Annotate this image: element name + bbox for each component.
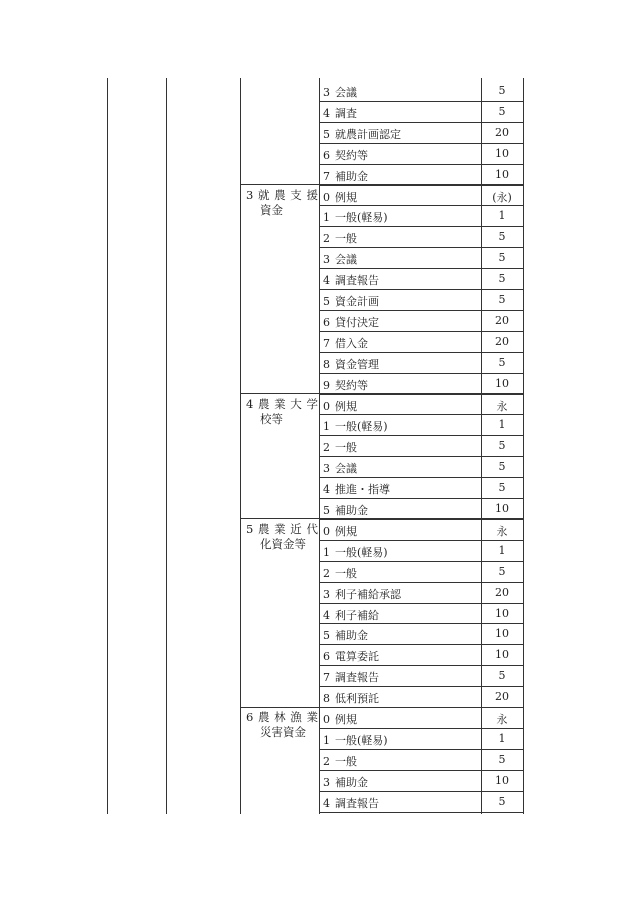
group-label-char: 援 (306, 187, 318, 202)
group-label-char: 農 (274, 187, 286, 202)
group-label-line2: 校等 (260, 411, 283, 426)
item-code: 4 (323, 483, 330, 497)
group-label-line1 (246, 710, 318, 725)
item-name: 低利預託 (335, 692, 379, 706)
item-code: 3 (323, 775, 330, 789)
column-border (240, 78, 241, 814)
group-label-char: 学 (306, 396, 318, 411)
retention-period: 20 (495, 690, 509, 704)
retention-period: 10 (495, 627, 509, 641)
item-code: 9 (323, 378, 330, 392)
item-code: 5 (323, 629, 330, 643)
retention-period: 10 (495, 773, 509, 787)
item-name: 会議 (335, 86, 357, 99)
row-border (319, 122, 523, 123)
row-border (319, 749, 523, 750)
item-code: 7 (323, 336, 330, 350)
item-name: 資金管理 (335, 357, 379, 371)
retention-period: 5 (498, 104, 506, 118)
item-name: 貸付決定 (335, 315, 379, 329)
item-name: 一般(軽易) (335, 420, 388, 434)
item-name: 推進・指導 (335, 483, 390, 497)
row-border (319, 644, 523, 645)
row-border (319, 268, 523, 269)
retention-period: 10 (495, 606, 509, 620)
group-label (246, 188, 318, 218)
item-code: 4 (323, 608, 330, 622)
item-code: 1 (323, 211, 330, 225)
group-number: 4 (246, 396, 254, 411)
group-label-line1 (246, 397, 318, 412)
group-label-char: 業 (274, 521, 286, 536)
item-code: 6 (323, 148, 330, 162)
row-border (319, 289, 523, 290)
item-code: 6 (323, 315, 330, 329)
group-number: 6 (246, 710, 254, 724)
group-label-char: 代 (306, 521, 318, 536)
item-code: 0 (323, 399, 330, 413)
item-name: 一般(軽易) (335, 211, 388, 225)
retention-period: 1 (498, 209, 506, 223)
item-name: 一般 (335, 754, 357, 768)
retention-period: 5 (498, 355, 506, 369)
row-border (319, 686, 523, 687)
retention-period: 5 (498, 481, 506, 495)
item-name: 例規 (335, 524, 357, 538)
item-code: 7 (323, 671, 330, 685)
row-border (319, 477, 523, 478)
group-label (246, 710, 318, 740)
column-border (107, 78, 108, 814)
group-label-line1 (246, 522, 318, 537)
group-label-char: 農 (257, 396, 270, 411)
retention-period: 1 (498, 731, 506, 745)
row-border (319, 352, 523, 353)
item-name: 就農計画認定 (335, 127, 401, 141)
retention-period: 5 (498, 230, 506, 244)
row-border (240, 393, 523, 394)
retention-period: 10 (495, 167, 509, 181)
item-code: 6 (323, 650, 330, 664)
group-label-char: 漁 (290, 710, 302, 724)
row-border (319, 812, 523, 813)
row-border (319, 331, 523, 332)
group-number: 5 (246, 521, 254, 536)
retention-period: 5 (498, 272, 506, 286)
row-border (319, 791, 523, 792)
row-border (319, 373, 523, 374)
item-name: 調査 (335, 106, 357, 120)
row-border (319, 456, 523, 457)
group-number: 3 (246, 187, 254, 202)
retention-period: 20 (495, 313, 509, 327)
row-border (319, 582, 523, 583)
row-border (319, 101, 523, 102)
item-code: 2 (323, 232, 330, 246)
retention-period: 永 (496, 399, 508, 413)
item-name: 利子補給 (335, 608, 379, 622)
group-label-line1 (246, 188, 318, 203)
item-name: 借入金 (335, 336, 368, 350)
group-label-char: 近 (290, 521, 302, 536)
item-code: 1 (323, 545, 330, 559)
row-border (240, 184, 523, 185)
item-code: 4 (323, 106, 330, 120)
retention-period: 5 (498, 752, 506, 766)
row-border (319, 728, 523, 729)
item-code: 8 (323, 357, 330, 371)
item-name: 例規 (335, 713, 357, 726)
item-name: 一般(軽易) (335, 545, 388, 559)
row-border (240, 707, 523, 708)
item-code: 4 (323, 274, 330, 288)
retention-period: 10 (495, 376, 509, 390)
retention-period: 永 (496, 524, 508, 538)
retention-period: 1 (498, 418, 506, 432)
retention-period: (永) (492, 190, 512, 204)
item-name: 例規 (335, 399, 357, 413)
item-name: 契約等 (335, 148, 368, 162)
row-border (240, 518, 523, 519)
item-code: 0 (323, 190, 330, 204)
item-name: 会議 (335, 462, 357, 476)
row-border (319, 226, 523, 227)
retention-period: 永 (496, 713, 508, 726)
group-label-char: 大 (290, 396, 302, 411)
item-name: 資金計画 (335, 295, 379, 308)
item-code: 0 (323, 524, 330, 538)
item-code: 4 (323, 796, 330, 810)
item-code: 2 (323, 754, 330, 768)
row-border (319, 435, 523, 436)
item-name: 電算委託 (335, 650, 379, 664)
retention-period: 5 (498, 84, 506, 97)
retention-period: 10 (495, 146, 509, 160)
item-name: 補助金 (335, 775, 368, 789)
retention-period: 5 (498, 439, 506, 453)
item-name: 一般(軽易) (335, 733, 388, 747)
item-code: 1 (323, 420, 330, 434)
row-border (319, 561, 523, 562)
item-name: 調査報告 (335, 274, 379, 288)
item-name: 契約等 (335, 378, 368, 392)
row-border (319, 247, 523, 248)
group-label-char: 支 (290, 187, 302, 202)
item-code: 5 (323, 504, 330, 517)
group-label-char: 農 (257, 521, 270, 536)
retention-period: 5 (498, 293, 506, 306)
item-name: 補助金 (335, 169, 368, 183)
item-code: 5 (323, 127, 330, 141)
retention-period: 5 (498, 669, 506, 683)
group-label (246, 522, 318, 552)
item-code: 3 (323, 462, 330, 476)
column-border (166, 78, 167, 814)
group-label-char: 業 (274, 396, 286, 411)
item-code: 0 (323, 713, 330, 726)
item-code: 2 (323, 566, 330, 580)
row-border (319, 540, 523, 541)
retention-period: 20 (495, 125, 509, 139)
group-label-char: 林 (274, 710, 286, 724)
item-code: 3 (323, 587, 330, 601)
item-code: 7 (323, 169, 330, 183)
column-border (523, 78, 524, 814)
group-label-char: 就 (257, 187, 270, 202)
item-name: 会議 (335, 253, 357, 267)
group-label-char: 農 (257, 710, 270, 724)
row-border (319, 770, 523, 771)
row-border (319, 414, 523, 415)
item-name: 調査報告 (335, 671, 379, 685)
item-code: 5 (323, 295, 330, 308)
item-name: 例規 (335, 190, 357, 204)
item-name: 一般 (335, 232, 357, 246)
row-border (319, 603, 523, 604)
row-border (319, 205, 523, 206)
item-code: 3 (323, 253, 330, 267)
retention-period: 5 (498, 794, 506, 808)
item-code: 8 (323, 692, 330, 706)
item-code: 2 (323, 441, 330, 455)
group-label (246, 397, 318, 427)
retention-period: 20 (495, 334, 509, 348)
item-code: 1 (323, 733, 330, 747)
item-name: 一般 (335, 441, 357, 455)
retention-period: 5 (498, 460, 506, 474)
retention-period: 20 (495, 585, 509, 599)
item-code: 3 (323, 86, 330, 99)
group-label-line2: 災害資金 (260, 725, 306, 739)
item-name: 一般 (335, 566, 357, 580)
retention-period: 10 (495, 648, 509, 662)
row-border (319, 665, 523, 666)
row-border (319, 623, 523, 624)
item-name: 補助金 (335, 504, 368, 517)
row-border (319, 143, 523, 144)
group-label-char: 業 (306, 710, 318, 724)
row-border (319, 310, 523, 311)
retention-period: 10 (495, 502, 509, 515)
retention-period: 5 (498, 564, 506, 578)
item-name: 利子補給承認 (335, 587, 401, 601)
group-label-line2: 資金 (260, 202, 283, 217)
item-name: 補助金 (335, 629, 368, 643)
retention-period: 1 (498, 543, 506, 557)
item-name: 調査報告 (335, 796, 379, 810)
retention-period: 5 (498, 251, 506, 265)
row-border (319, 164, 523, 165)
group-label-line2: 化資金等 (260, 536, 306, 551)
row-border (319, 498, 523, 499)
